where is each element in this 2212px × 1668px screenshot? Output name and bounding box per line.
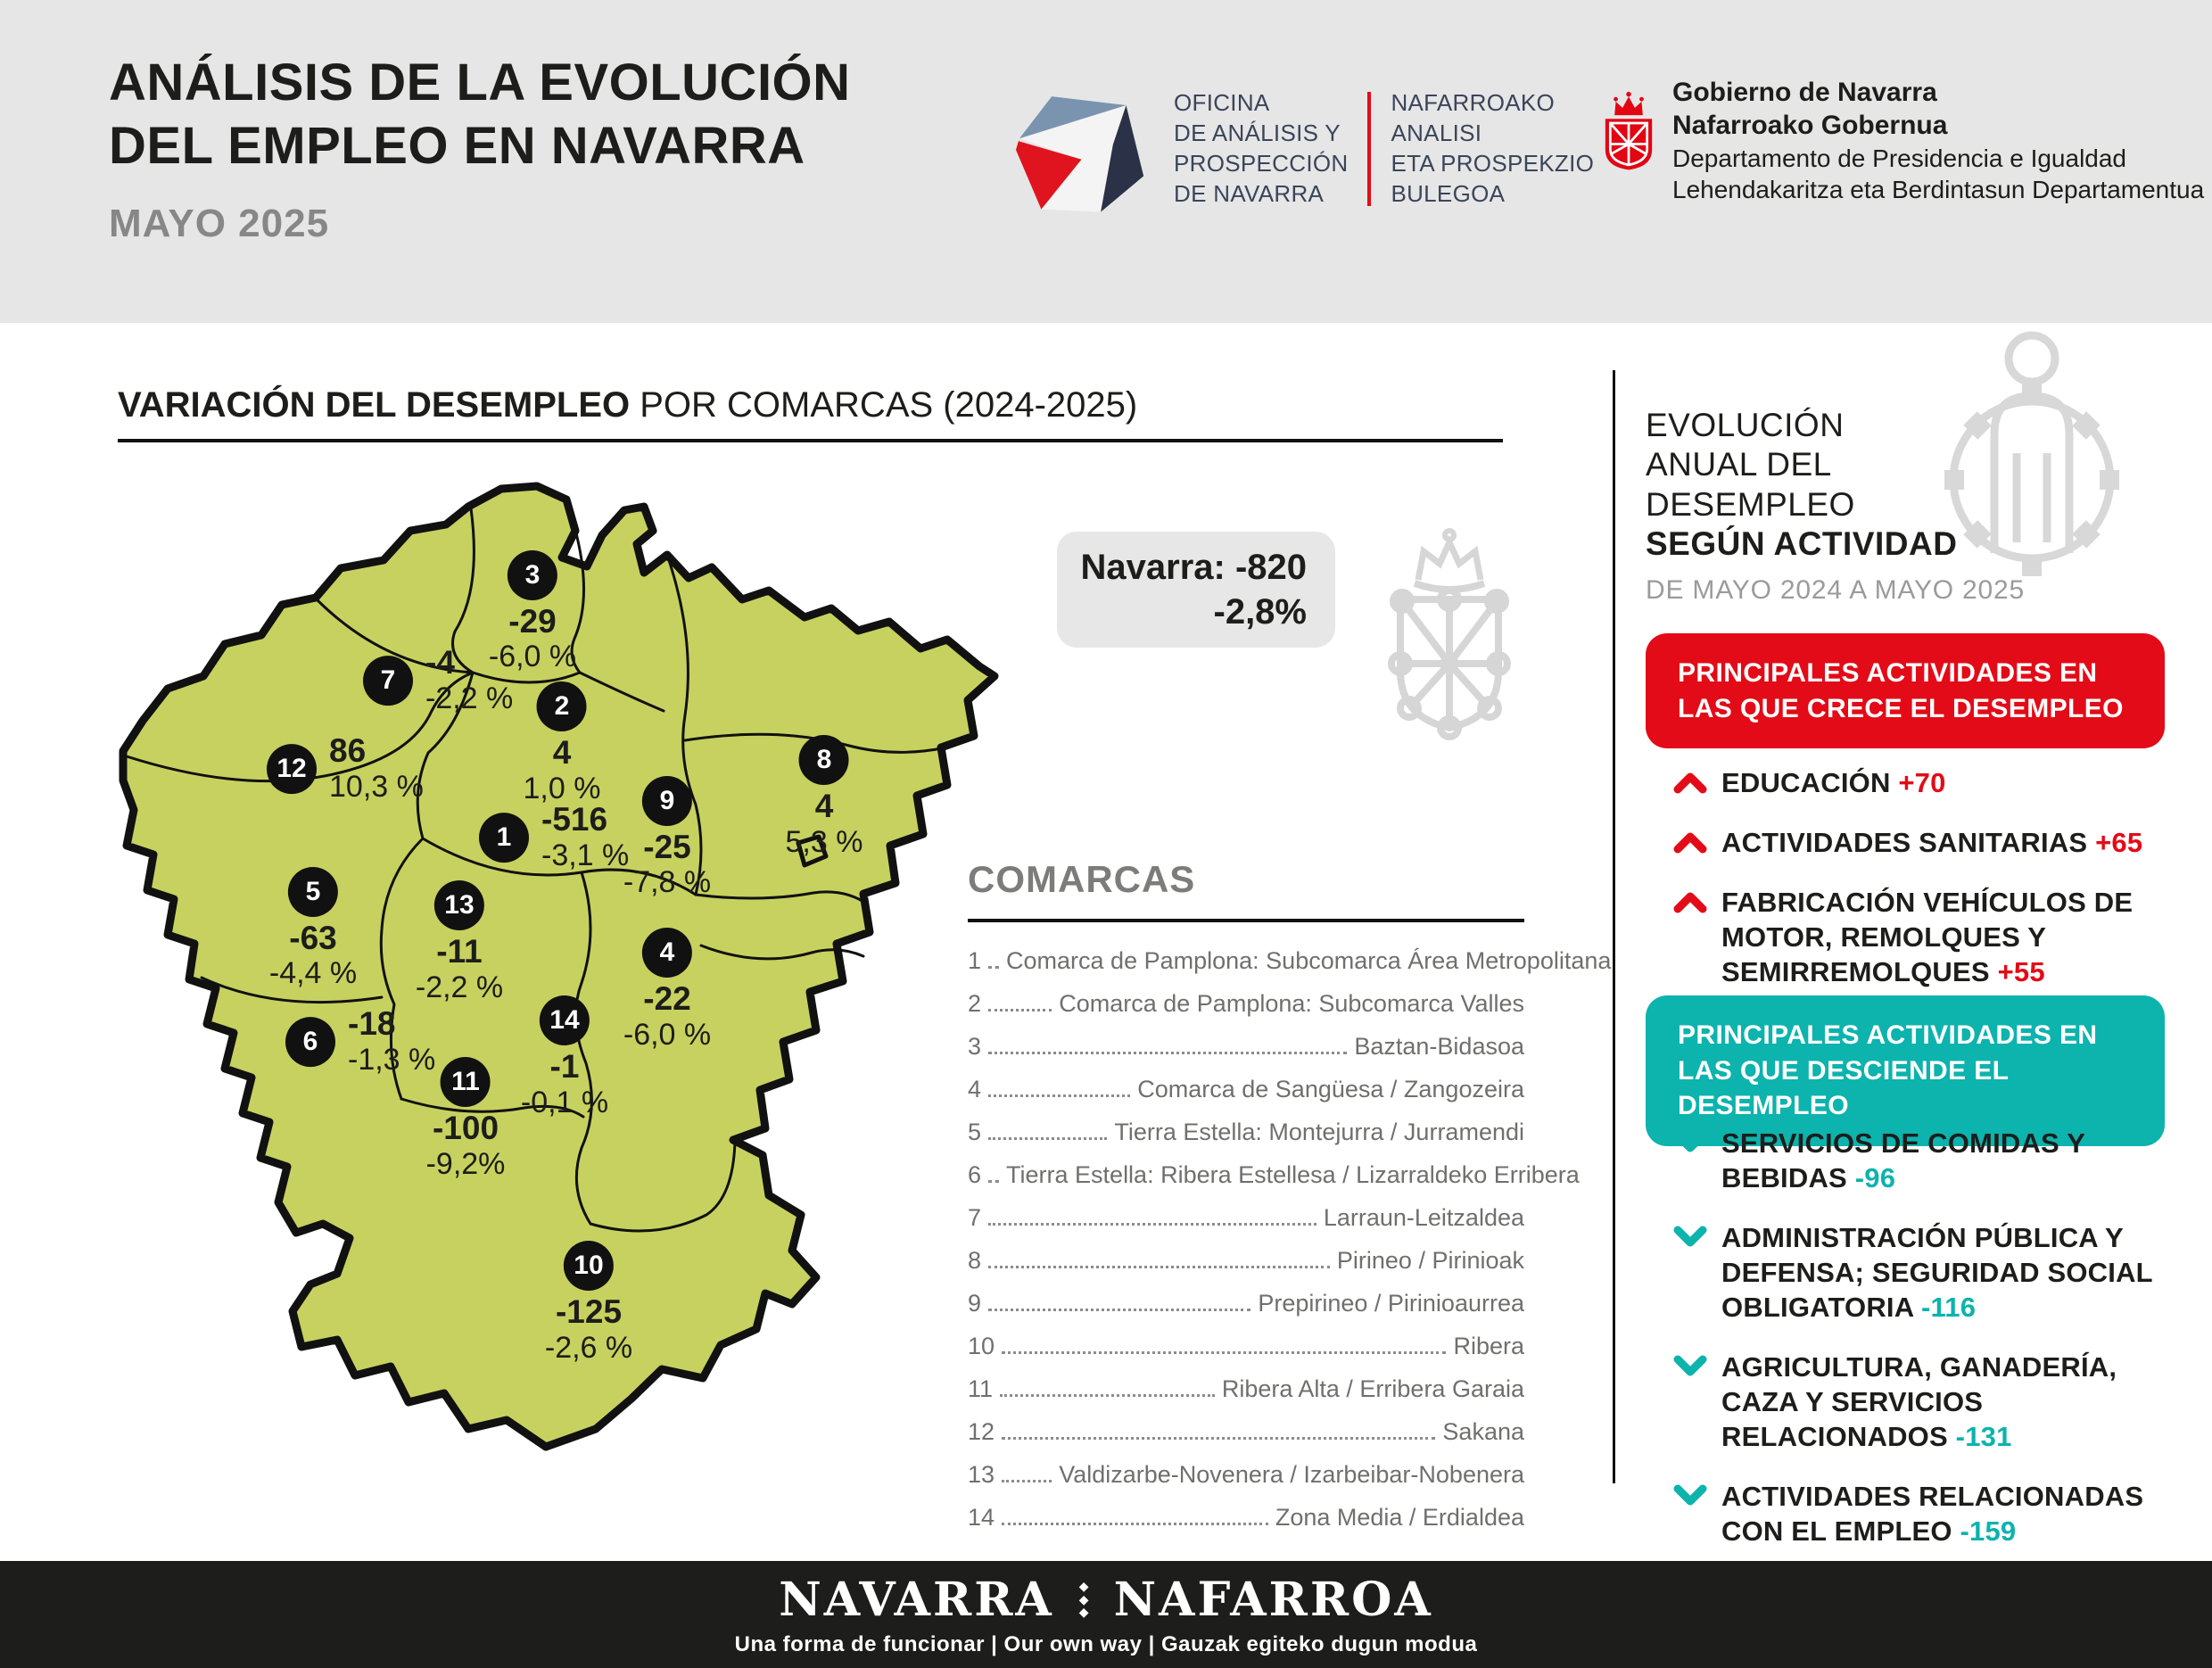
dotted-leader: [988, 1052, 1347, 1054]
activity-item: [1673, 825, 2173, 860]
oficina-logo-text: [1174, 88, 1594, 209]
increase-activities-list: [1673, 765, 2173, 1014]
activity-value: -116: [1921, 1292, 1977, 1324]
marker-value: -63: [289, 919, 337, 956]
map-marker-6: [285, 1006, 435, 1078]
activity-name: ACTIVIDADES RELACIONADAS CON EL EMPLEO: [1721, 1481, 2144, 1548]
comarca-number: 10: [968, 1333, 995, 1359]
oficina-logo: [1015, 82, 1594, 216]
page-title-line2-prefix: DEL: [109, 116, 228, 175]
oficina-es-line: PROSPECCIÓN: [1174, 150, 1349, 177]
gobierno-line3: Departamento de Presidencia e Igualdad: [1672, 144, 2127, 172]
comarcas-heading: COMARCAS: [968, 858, 1196, 900]
navarra-total-pct: -2,8%: [1213, 592, 1307, 632]
marker-pct: -1,3 %: [348, 1042, 436, 1077]
comarca-row: [968, 1333, 1524, 1360]
marker-number: 9: [642, 776, 692, 826]
map-marker-14: [521, 995, 608, 1120]
marker-pct: 5,3 %: [785, 825, 863, 860]
map-marker-13: [416, 880, 503, 1005]
navarra-shield-watermark-icon: [1374, 528, 1525, 756]
comarcas-list: [968, 947, 1612, 1532]
oficina-logo-eu: [1391, 88, 1594, 209]
marker-pct: -7,8 %: [623, 865, 712, 900]
footer-brand-nafarroa: NAFARROA: [1113, 1572, 1433, 1627]
dotted-leader: [988, 966, 999, 969]
activity-label: [1721, 1126, 2173, 1195]
comarca-number: 3: [968, 1033, 982, 1060]
marker-value: -100: [432, 1110, 499, 1147]
chevron-down-icon: [1673, 1226, 1707, 1249]
comarca-number: 6: [968, 1161, 982, 1188]
dotted-leader: [1002, 1437, 1435, 1440]
dotted-leader: [1002, 1480, 1052, 1482]
gobierno-line2: Nafarroako Gobernua: [1672, 110, 1948, 140]
marker-value: -18: [348, 1005, 396, 1043]
oficina-eu-line: ANALISI: [1391, 120, 1482, 147]
oficina-es-line: OFICINA: [1174, 89, 1270, 117]
sidebar-heading-line: DESEMPLEO: [1646, 485, 1855, 523]
sidebar-heading-block: [1646, 406, 2165, 565]
dotted-leader: [1002, 1351, 1446, 1354]
comarca-number: 12: [968, 1418, 995, 1445]
marker-pct: -9,2%: [425, 1146, 506, 1181]
comarca-number: 1: [968, 947, 982, 974]
marker-value: -125: [555, 1292, 623, 1330]
oficina-eu-line: BULEGOA: [1391, 179, 1506, 207]
navarra-total-box: [1057, 532, 1335, 648]
footer-brand-navarra: NAVARRA: [779, 1572, 1054, 1627]
dotted-leader: [988, 1009, 1052, 1012]
marker-number: 10: [564, 1241, 614, 1291]
page-title-line1: ANÁLISIS DE LA EVOLUCIÓN: [109, 54, 851, 111]
marker-pct: -2,2 %: [425, 681, 514, 716]
comarca-name: Tierra Estella: Montejurra / Jurramendi: [1114, 1119, 1524, 1145]
activity-name: FABRICACIÓN VEHÍCULOS DE MOTOR, REMOLQUES Y SEMIRREMOLQUES: [1721, 887, 2134, 988]
comarca-row: [968, 1418, 1524, 1446]
comarca-name: Pirineo / Pirinioak: [1336, 1247, 1524, 1274]
comarca-name: Comarca de Pamplona: Subcomarca Área Metropolitana: [1006, 947, 1612, 974]
map-marker-1: [479, 802, 629, 873]
marker-pct: -0,1 %: [520, 1085, 609, 1119]
sidebar-divider: [1613, 370, 1615, 1483]
comarca-row: [968, 947, 1612, 975]
comarca-number: 11: [968, 1375, 994, 1402]
dotted-leader: [988, 1309, 1250, 1311]
activity-value: -131: [1955, 1421, 2012, 1453]
marker-number: 11: [441, 1057, 491, 1107]
dotted-leader: [988, 1223, 1316, 1226]
marker-pct: 1,0 %: [523, 771, 601, 805]
dotted-leader: [1000, 1394, 1215, 1397]
gobierno-logo-text: [1672, 77, 2204, 205]
section-heading-rule: [118, 439, 1503, 442]
comarca-name: Valdizarbe-Novenera / Izarbeibar-Nobenera: [1059, 1461, 1524, 1488]
comarca-row: [968, 1247, 1524, 1275]
header: [0, 0, 2212, 323]
comarcas-rule: [968, 919, 1524, 922]
marker-pct: -4,4 %: [268, 956, 358, 991]
gobierno-line1: Gobierno de Navarra: [1672, 78, 1937, 107]
activity-value: +70: [1898, 767, 1946, 798]
marker-number: 13: [434, 880, 484, 930]
activity-label: [1721, 1220, 2173, 1325]
page-title-line2: [109, 115, 851, 178]
section-heading-rest: POR COMARCAS (2024-2025): [630, 385, 1138, 425]
comarca-row: [968, 990, 1524, 1018]
oficina-eu-line: NAFARROAKO: [1391, 89, 1556, 117]
comarca-name: Sakana: [1442, 1418, 1524, 1445]
activity-value: -96: [1854, 1162, 1896, 1194]
comarca-row: [968, 1119, 1524, 1146]
gobierno-line4: Lehendakaritza eta Berdintasun Departamentua: [1672, 175, 2205, 203]
chevron-up-icon: [1673, 890, 1707, 913]
comarca-name: Comarca de Pamplona: Subcomarca Valles: [1059, 990, 1524, 1017]
chevron-down-icon: [1673, 1355, 1707, 1378]
sidebar-heading-line: ANUAL DEL: [1646, 446, 1832, 483]
activity-label: [1721, 1350, 2173, 1454]
marker-number: 8: [799, 735, 849, 785]
decrease-box-line2: LAS QUE DESCIENDE EL DESEMPLEO: [1678, 1055, 2009, 1121]
comarca-row: [968, 1504, 1524, 1532]
navarra-crest-icon: [1601, 77, 1656, 186]
diamonds-separator-icon: ◆ ◆ ◆: [1078, 1578, 1089, 1620]
activity-name: ADMINISTRACIÓN PÚBLICA Y DEFENSA; SEGURIDAD SOCIAL OBLIGATORIA: [1721, 1222, 2153, 1324]
comarca-row: [968, 1076, 1524, 1103]
comarca-name: Tierra Estella: Ribera Estellesa / Lizarraldeko Erribera: [1006, 1161, 1580, 1188]
dotted-leader: [988, 1266, 1330, 1268]
comarca-number: 14: [968, 1504, 995, 1531]
comarca-name: Ribera Alta / Erribera Garaia: [1221, 1375, 1524, 1402]
marker-pct: 10,3 %: [329, 770, 424, 805]
marker-pct: -2,6 %: [544, 1330, 633, 1365]
map-marker-7: [363, 645, 513, 716]
navarra-map: [116, 482, 1008, 1463]
marker-value: -29: [508, 602, 557, 640]
marker-value: 86: [329, 732, 367, 770]
map-marker-2: [524, 681, 601, 806]
sidebar-heading-bold: SEGÚN ACTIVIDAD: [1646, 525, 1958, 563]
map-marker-11: [426, 1057, 506, 1182]
comarca-number: 8: [968, 1247, 982, 1274]
comarca-number: 5: [968, 1119, 982, 1145]
decrease-activities-box: [1646, 995, 2165, 1146]
sidebar-heading-line: EVOLUCIÓN: [1646, 407, 1845, 443]
decrease-box-line1: PRINCIPALES ACTIVIDADES EN: [1678, 1020, 2098, 1050]
activity-item: [1673, 1350, 2173, 1454]
activity-name: AGRICULTURA, GANADERÍA, CAZA Y SERVICIOS RELACIONADOS: [1721, 1351, 2117, 1453]
footer: [0, 1561, 2212, 1668]
marker-value: -1: [549, 1047, 580, 1085]
map-marker-10: [545, 1241, 632, 1366]
comarca-number: 7: [968, 1204, 982, 1231]
comarca-number: 2: [968, 990, 982, 1017]
activity-value: -159: [1960, 1515, 2017, 1548]
activity-item: [1673, 1479, 2173, 1548]
marker-number: 3: [508, 550, 557, 600]
activity-item: [1673, 765, 2173, 800]
marker-pct: -6,0 %: [488, 640, 577, 674]
activity-item: [1673, 1126, 2173, 1195]
marker-pct: -6,0 %: [623, 1017, 712, 1052]
chevron-down-icon: [1673, 1131, 1707, 1154]
gobierno-navarra-logo: [1601, 77, 2204, 205]
page-title-line2-bold: EMPLEO EN NAVARRA: [227, 116, 805, 175]
map-marker-5: [269, 867, 357, 992]
marker-value: -516: [541, 801, 608, 838]
dotted-leader: [988, 1180, 999, 1183]
marker-number: 5: [288, 867, 338, 917]
dotted-leader: [1002, 1523, 1268, 1525]
comarca-row: [968, 1290, 1524, 1317]
chevron-down-icon: [1673, 1484, 1707, 1507]
comarca-name: Ribera: [1453, 1333, 1524, 1359]
oficina-cube-icon: [1015, 82, 1151, 216]
activity-item: [1673, 885, 2173, 989]
comarca-row: [968, 1161, 1580, 1189]
increase-box-line1: PRINCIPALES ACTIVIDADES EN: [1678, 658, 2098, 688]
sidebar-period: DE MAYO 2024 A MAYO 2025: [1646, 575, 2025, 605]
activity-name: EDUCACIÓN: [1721, 767, 1899, 798]
comarca-row: [968, 1033, 1524, 1061]
marker-number: 1: [479, 813, 529, 863]
logo-divider: [1367, 92, 1371, 205]
section-heading-bold: VARIACIÓN DEL DESEMPLEO: [118, 385, 631, 425]
increase-activities-box: [1646, 633, 2165, 748]
comarca-number: 9: [968, 1290, 982, 1317]
marker-value: -25: [643, 828, 691, 865]
marker-value: -22: [643, 980, 691, 1017]
marker-number: 4: [642, 928, 692, 978]
comarcas-legend: [968, 858, 1612, 1547]
dotted-leader: [988, 1094, 1130, 1097]
page-subtitle: MAYO 2025: [109, 201, 330, 245]
dotted-leader: [988, 1137, 1107, 1140]
map-marker-9: [623, 776, 711, 901]
footer-brand: [779, 1573, 1432, 1627]
chevron-up-icon: [1673, 830, 1707, 854]
activity-label: [1721, 825, 2142, 860]
comarca-number: 13: [968, 1461, 995, 1488]
activity-label: [1721, 765, 1946, 800]
comarca-row: [968, 1461, 1524, 1489]
comarca-name: Zona Media / Erdialdea: [1275, 1504, 1524, 1531]
comarca-row: [968, 1204, 1524, 1232]
activity-value: +55: [1997, 956, 2045, 988]
navarra-total-value: Navarra: -820: [1080, 548, 1307, 587]
marker-pct: -3,1 %: [541, 838, 630, 873]
chevron-up-icon: [1673, 771, 1707, 794]
comarca-name: Larraun-Leitzaldea: [1323, 1204, 1524, 1231]
marker-value: 4: [552, 733, 572, 771]
activity-label: [1721, 1479, 2173, 1548]
marker-pct: -2,2 %: [415, 970, 504, 1004]
comarca-number: 4: [968, 1076, 982, 1102]
marker-number: 7: [363, 656, 413, 706]
oficina-eu-line: ETA PROSPEKZIO: [1391, 150, 1595, 177]
marker-number: 14: [540, 995, 590, 1045]
comarca-name: Comarca de Sangüesa / Zangozeira: [1137, 1076, 1524, 1102]
map-marker-4: [623, 928, 711, 1053]
marker-value: 4: [814, 788, 834, 825]
marker-number: 6: [285, 1017, 335, 1067]
marker-value: -11: [436, 933, 483, 970]
comarca-name: Prepirineo / Pirinioaurrea: [1258, 1290, 1524, 1317]
title-block: [109, 52, 851, 246]
activity-name: SERVICIOS DE COMIDAS Y BEBIDAS: [1721, 1127, 2085, 1194]
oficina-es-line: DE ANÁLISIS Y: [1174, 120, 1341, 147]
activity-label: [1721, 885, 2173, 989]
activity-item: [1673, 1220, 2173, 1325]
activity-name: ACTIVIDADES SANITARIAS: [1721, 827, 2096, 859]
marker-number: 2: [537, 681, 587, 731]
map-marker-12: [267, 733, 424, 805]
oficina-logo-es: [1174, 88, 1348, 209]
marker-number: 12: [267, 744, 317, 794]
increase-box-line2: LAS QUE CRECE EL DESEMPLEO: [1678, 693, 2124, 723]
comarca-name: Baztan-Bidasoa: [1354, 1033, 1524, 1060]
footer-tagline: Una forma de funcionar | Our own way | Gauzak egiteko dugun modua: [734, 1631, 1478, 1656]
map-marker-8: [786, 735, 863, 860]
comarca-row: [968, 1375, 1524, 1403]
activity-value: +65: [2095, 827, 2143, 859]
section-heading: [118, 385, 1137, 425]
marker-value: -4: [425, 644, 455, 681]
oficina-es-line: DE NAVARRA: [1174, 179, 1325, 207]
